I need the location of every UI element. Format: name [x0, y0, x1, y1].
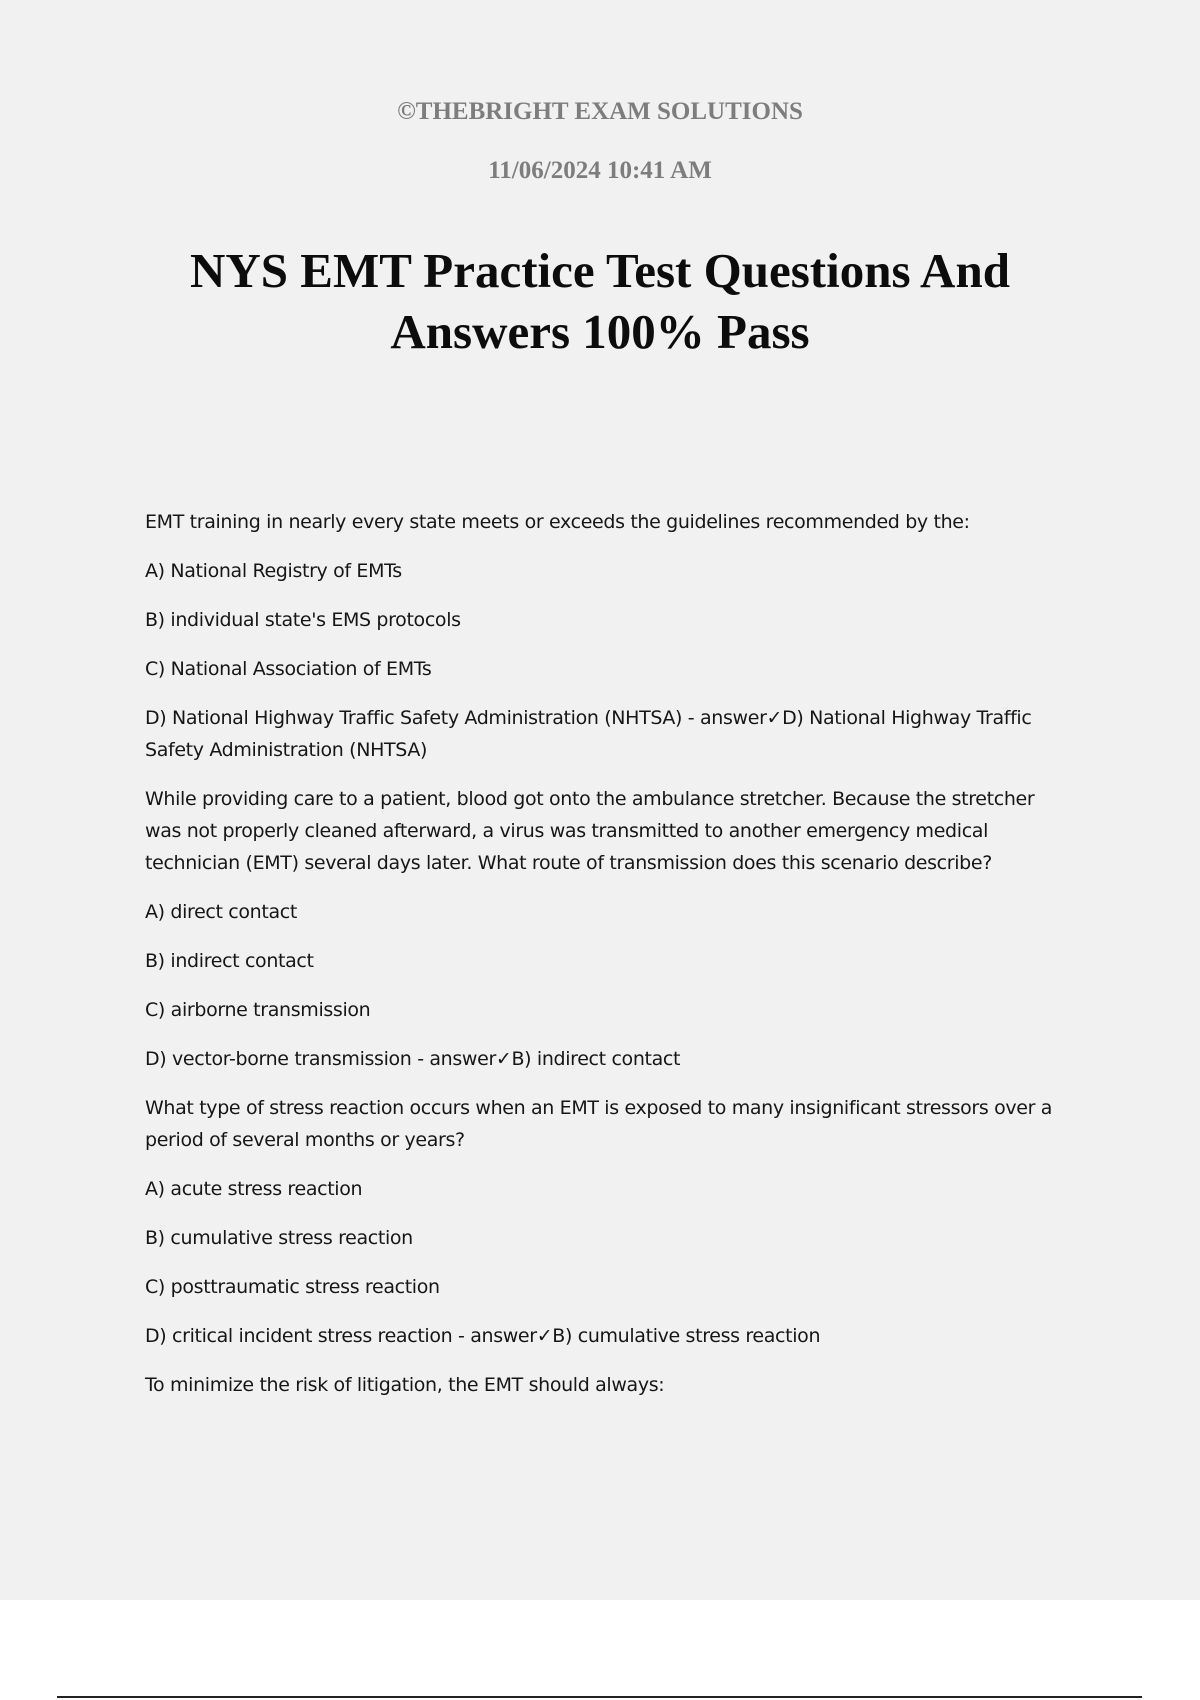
- answer-option: B) indirect contact: [145, 950, 314, 972]
- document-title-line-2: Answers 100% Pass: [390, 304, 810, 359]
- document-title: [100, 240, 1100, 362]
- header-datetime: 11/06/2024 10:41 AM: [488, 157, 712, 184]
- page-bottom-divider: [57, 1696, 1142, 1698]
- answer-option-with-key: D) National Highway Traffic Safety Administration (NHTSA) - answer✓D) National Highway Traffic Safety Administration (NHTSA): [145, 707, 1032, 761]
- answer-option: A) direct contact: [145, 901, 297, 923]
- question-stem: What type of stress reaction occurs when an EMT is exposed to many insignificant stressors over a period of several months or years?: [145, 1097, 1053, 1151]
- answer-option: A) acute stress reaction: [145, 1178, 363, 1200]
- header-brand: ©THEBRIGHT EXAM SOLUTIONS: [397, 98, 803, 125]
- question-stem: While providing care to a patient, blood got onto the ambulance stretcher. Because the stretcher was not properly cleaned afterward, a virus was transmitted to another emergency medical technician (EMT) several days later. What route of transmission does this scenario describe?: [145, 788, 1035, 874]
- answer-option: C) posttraumatic stress reaction: [145, 1276, 440, 1298]
- question-list: [145, 506, 1065, 1418]
- question-stem: To minimize the risk of litigation, the EMT should always:: [145, 1374, 665, 1396]
- answer-option-with-key: D) critical incident stress reaction - answer✓B) cumulative stress reaction: [145, 1325, 821, 1347]
- answer-option: C) airborne transmission: [145, 999, 371, 1021]
- document-title-line-1: NYS EMT Practice Test Questions And: [190, 243, 1010, 298]
- answer-option: C) National Association of EMTs: [145, 658, 432, 680]
- answer-option: B) cumulative stress reaction: [145, 1227, 413, 1249]
- answer-option-with-key: D) vector-borne transmission - answer✓B) indirect contact: [145, 1048, 681, 1070]
- answer-option: B) individual state's EMS protocols: [145, 609, 461, 631]
- question-stem: EMT training in nearly every state meets or exceeds the guidelines recommended by the:: [145, 511, 970, 533]
- answer-option: A) National Registry of EMTs: [145, 560, 402, 582]
